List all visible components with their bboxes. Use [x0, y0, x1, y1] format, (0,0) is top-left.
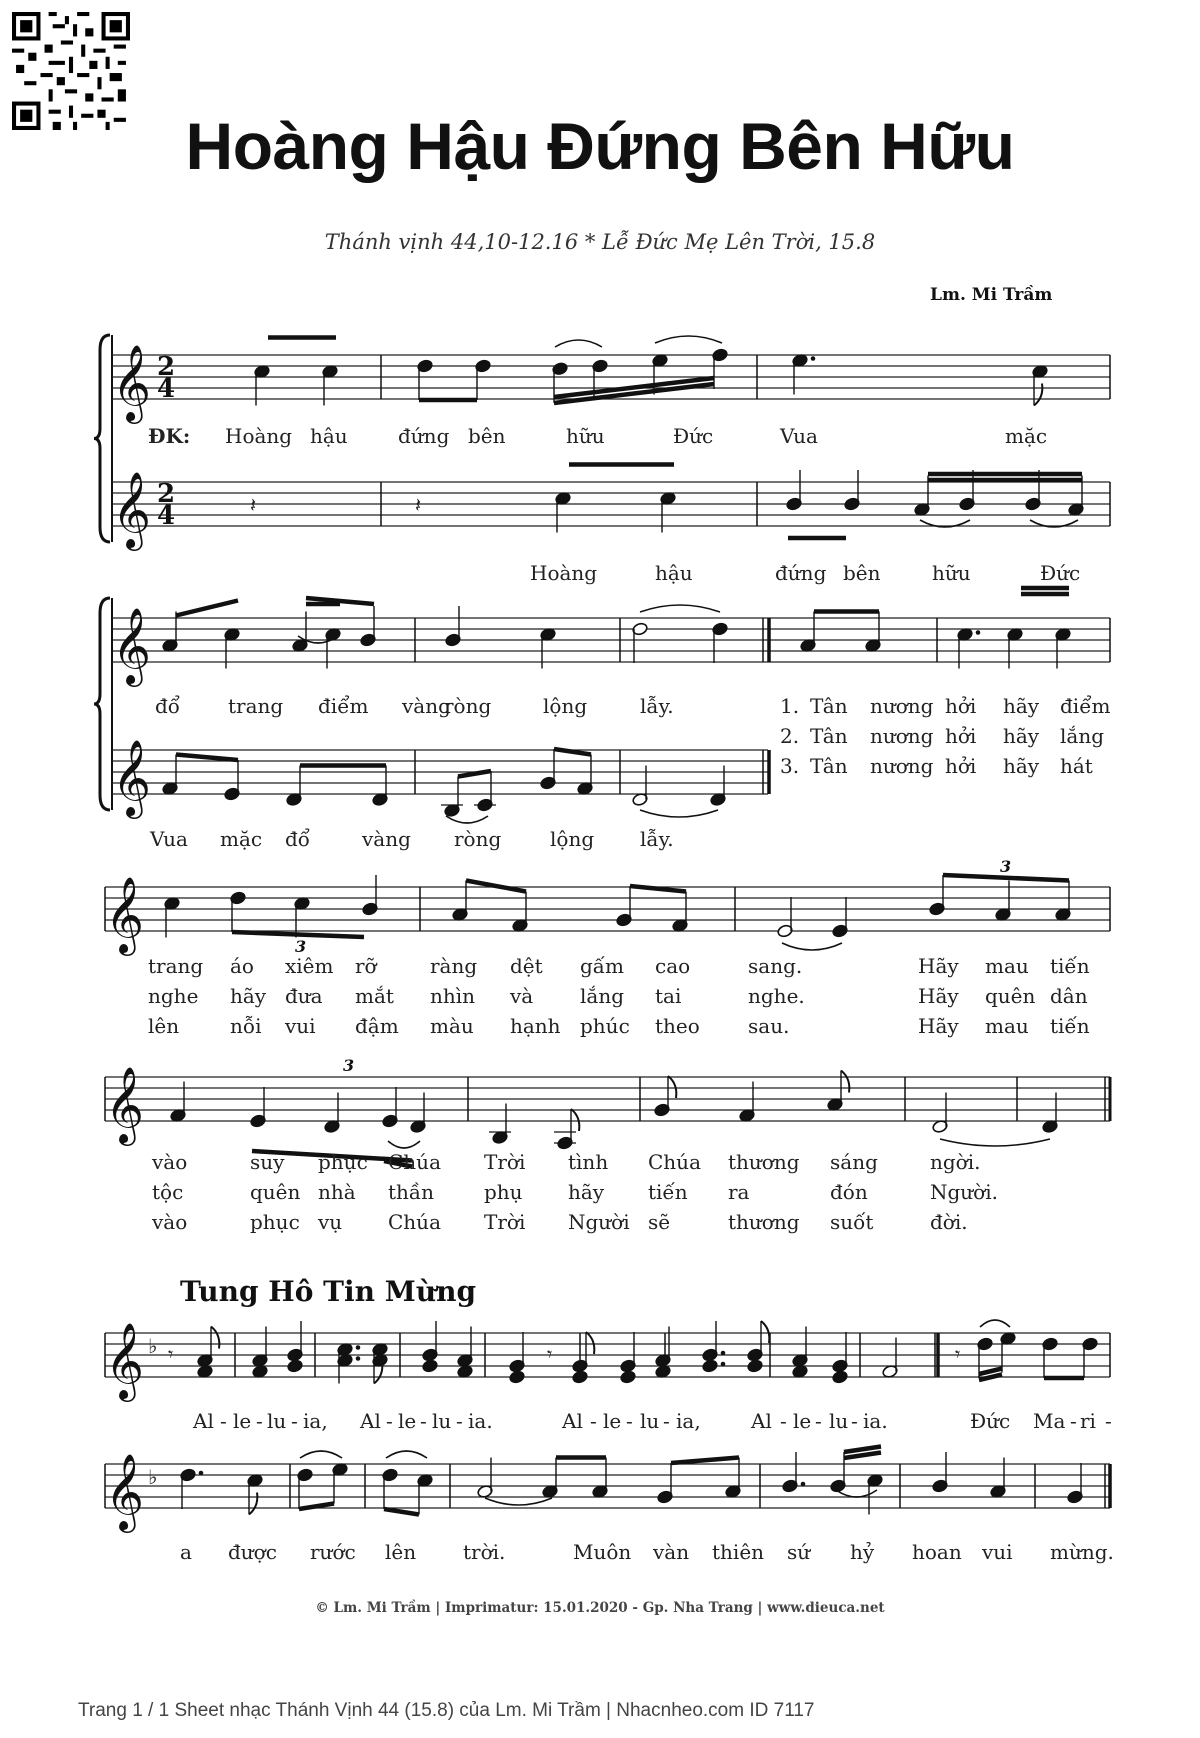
lyric-syllable: dệt	[510, 954, 543, 978]
lyric-syllable: suốt	[830, 1210, 874, 1234]
triplet-marker: 3	[343, 1056, 355, 1075]
lyric-syllable: tộc	[152, 1180, 184, 1204]
lyric-syllable: ngời.	[930, 1150, 981, 1174]
page-footer: Trang 1 / 1 Sheet nhạc Thánh Vịnh 44 (15.8) của Lm. Mi Trầm | Nhacnheo.com ID 7117	[78, 1700, 815, 1721]
lyric-syllable: sáng	[830, 1150, 878, 1174]
lyric-syllable: lên	[385, 1540, 417, 1564]
lyric-syllable: Al	[751, 1409, 772, 1433]
treble-clef: 𝄞	[105, 1066, 145, 1143]
treble-clef: 𝄞	[112, 344, 152, 421]
lyric-syllable: Al	[193, 1409, 214, 1433]
slur	[836, 1490, 877, 1497]
note-flag	[249, 1493, 257, 1515]
lyric-syllable: lẫy.	[640, 827, 674, 851]
lyric-syllable: lên	[148, 1014, 180, 1038]
augmentation-dot	[721, 1362, 726, 1367]
treble-clef: 𝄞	[112, 471, 152, 548]
slur	[446, 816, 488, 823]
lyric-syllable: và	[510, 984, 534, 1008]
lyric-syllable: hãy	[1003, 724, 1040, 748]
slur	[980, 1320, 1010, 1327]
lyric-syllable: hữu	[566, 424, 605, 448]
treble-clef: 𝄞	[112, 607, 152, 684]
lyric-syllable: Chúa	[648, 1150, 701, 1174]
time-signature-bottom: 4	[157, 374, 176, 404]
note-head	[509, 1370, 526, 1384]
lyric-syllable: Muôn	[573, 1540, 632, 1564]
treble-clef: 𝄞	[105, 1322, 145, 1399]
time-signature-top: 2	[157, 479, 176, 509]
slur	[640, 810, 718, 817]
lyric-syllable: -	[456, 1409, 463, 1433]
quarter-rest: 𝄽	[250, 493, 257, 517]
lyric-syllable: Hoàng	[225, 424, 293, 448]
system-brace	[94, 335, 110, 542]
lyric-syllable: -	[256, 1409, 263, 1433]
lyric-syllable: -	[220, 1409, 227, 1433]
lyric-syllable: Hãy	[918, 1014, 959, 1038]
lyric-syllable: -	[386, 1409, 393, 1433]
lyric-syllable: Hoàng	[530, 561, 598, 585]
lyric-syllable: lu	[640, 1409, 660, 1433]
eighth-rest: 𝄾	[955, 1342, 961, 1366]
augmentation-dot	[199, 1471, 204, 1476]
eighth-rest: 𝄾	[168, 1342, 174, 1366]
slur	[555, 340, 602, 347]
lyric-syllable: theo	[655, 1014, 700, 1038]
lyric-syllable: ròng	[454, 827, 502, 851]
song-title: Hoàng Hậu Đứng Bên Hữu	[185, 109, 1015, 183]
note-head	[832, 1370, 849, 1384]
triplet-marker: 3	[295, 937, 307, 956]
slur	[640, 605, 720, 612]
staff-s2-upper	[112, 618, 768, 662]
copyright-note: © Lm. Mi Trầm | Imprimatur: 15.01.2020 - Gp. Nha Trang | www.dieuca.net	[315, 1600, 885, 1616]
lyric-syllable: Trời	[484, 1210, 526, 1234]
lyric-syllable: -	[626, 1409, 633, 1433]
time-signature-top: 2	[157, 352, 176, 382]
lyric-syllable: sang.	[748, 954, 803, 978]
lyric-syllable: đời.	[930, 1210, 968, 1234]
lyric-syllable: nhìn	[430, 984, 476, 1008]
lyric-syllable: vụ	[318, 1210, 343, 1234]
lyric-syllable: hởi	[945, 724, 977, 748]
lyric-syllable: nương	[870, 724, 934, 748]
lyric-syllable: xiêm	[285, 954, 334, 978]
lyric-syllable: lu	[432, 1409, 452, 1433]
lyric-syllable: hát	[1060, 754, 1093, 778]
lyric-syllable: -	[1070, 1409, 1077, 1433]
composer-credit: Lm. Mi Trầm	[930, 285, 1053, 305]
treble-clef: 𝄞	[105, 1453, 145, 1530]
staff-s4	[105, 1077, 1110, 1121]
lyric-syllable: đậm	[355, 1014, 399, 1038]
lyric-syllable: a	[180, 1540, 192, 1564]
augmentation-dot	[356, 1356, 361, 1361]
lyric-syllable: Đức	[970, 1409, 1011, 1433]
lyric-syllable: -	[590, 1409, 597, 1433]
lyric-syllable: phục	[250, 1210, 300, 1234]
lyric-syllable: lẫy.	[640, 694, 674, 718]
key-signature-flat: ♭	[148, 1465, 158, 1489]
lyric-syllable: dân	[1050, 984, 1088, 1008]
lyric-syllable: Đức	[1040, 561, 1081, 585]
lyric-syllable: ròng	[444, 694, 492, 718]
lyric-syllable: mặc	[220, 827, 263, 851]
lyric-syllable: tiến	[1050, 1014, 1090, 1038]
lyric-syllable: gấm	[580, 954, 625, 978]
slur	[388, 1141, 420, 1148]
lyric-syllable: -	[291, 1409, 298, 1433]
lyric-syllable: Tân	[810, 724, 848, 748]
note-flag	[211, 1327, 219, 1349]
treble-clef: 𝄞	[112, 739, 152, 816]
lyric-syllable: le	[398, 1409, 417, 1433]
lyric-syllable: lộng	[550, 827, 595, 851]
note-flag	[761, 1321, 769, 1343]
note-head	[702, 1359, 719, 1373]
lyric-syllable: hởi	[945, 754, 977, 778]
lyric-syllable: Trời	[484, 1150, 526, 1174]
lyric-syllable: vàng	[362, 827, 411, 851]
slur	[782, 943, 842, 950]
lyric-syllable: vàn	[653, 1540, 690, 1564]
beam	[384, 1509, 419, 1515]
lyric-syllable: hãy	[568, 1180, 605, 1204]
beam	[176, 601, 238, 616]
song-subtitle: Thánh vịnh 44,10-12.16 * Lễ Đức Mẹ Lên Trời, 15.8	[324, 230, 876, 254]
lyric-syllable: màu	[430, 1014, 474, 1038]
augmentation-dot	[356, 1345, 361, 1350]
lyric-syllable: mau	[985, 1014, 1029, 1038]
lyric-syllable: Hãy	[918, 954, 959, 978]
lyric-syllable: lu	[267, 1409, 287, 1433]
lyric-syllable: áo	[230, 954, 254, 978]
lyric-syllable: ia.	[863, 1409, 888, 1433]
lyric-syllable: -	[420, 1409, 427, 1433]
lyric-syllable: sẽ	[648, 1210, 671, 1234]
lyric-syllable: Đức	[673, 424, 714, 448]
augmentation-dot	[801, 1482, 806, 1487]
slur	[386, 1451, 427, 1458]
lyric-syllable: trang	[148, 954, 204, 978]
note-head	[747, 1359, 764, 1373]
slur	[940, 1139, 1050, 1146]
lyric-syllable: suy	[250, 1150, 285, 1174]
augmentation-dot	[721, 1351, 726, 1356]
lyric-syllable: đổ	[285, 827, 311, 851]
lyric-syllable: ri	[1080, 1409, 1096, 1433]
lyric-syllable: Al	[562, 1409, 583, 1433]
lyric-syllable: trang	[228, 694, 284, 718]
lyric-syllable: mừng.	[1050, 1540, 1114, 1564]
lyric-syllable: Ma	[1033, 1409, 1066, 1433]
lyric-syllable: nghe	[148, 984, 199, 1008]
lyric-syllable: Tân	[810, 754, 848, 778]
lyric-syllable: hãy	[1003, 754, 1040, 778]
lyric-syllable: tình	[568, 1150, 609, 1174]
lyric-syllable: ra	[728, 1180, 750, 1204]
note-head	[572, 1370, 589, 1384]
note-flag	[668, 1076, 676, 1098]
lyric-syllable: ia.	[468, 1409, 493, 1433]
lyric-syllable: hoan	[912, 1540, 962, 1564]
lyric-syllable: đón	[830, 1180, 868, 1204]
lyric-syllable: bên	[843, 561, 881, 585]
lyric-syllable: bên	[468, 424, 506, 448]
lyric-syllable: nương	[870, 754, 934, 778]
lyric-syllable: Tân	[810, 694, 848, 718]
lyric-syllable: 1.	[780, 694, 800, 718]
quarter-rest: 𝄽	[415, 493, 422, 517]
lyric-syllable: tiến	[1050, 954, 1090, 978]
augmentation-dot	[976, 630, 981, 635]
lyric-syllable: quên	[250, 1180, 301, 1204]
note-flag	[571, 1109, 579, 1131]
lyric-syllable: phụ	[484, 1180, 523, 1204]
slur	[655, 336, 722, 343]
lyric-syllable: le	[603, 1409, 622, 1433]
lyric-syllable: 3.	[780, 754, 800, 778]
lyric-syllable: Chúa	[388, 1210, 441, 1234]
lyric-syllable: ia,	[303, 1409, 328, 1433]
triplet-marker: 3	[1000, 857, 1012, 876]
time-signature-bottom: 4	[157, 501, 176, 531]
lyric-syllable: le	[793, 1409, 812, 1433]
lyric-syllable: Người.	[930, 1180, 998, 1204]
lyric-syllable: Hãy	[918, 984, 959, 1008]
lyric-syllable: ia,	[676, 1409, 701, 1433]
lyric-syllable: điểm	[1060, 694, 1111, 718]
lyric-syllable: hởi	[945, 694, 977, 718]
lyric-syllable: thiên	[712, 1540, 765, 1564]
refrain-label: ĐK:	[148, 424, 191, 448]
lyric-syllable: le	[233, 1409, 252, 1433]
lyric-syllable: rỡ	[355, 954, 377, 978]
lyric-syllable: mau	[985, 954, 1029, 978]
staff-s3	[105, 887, 1110, 931]
lyric-syllable: vui	[982, 1540, 1013, 1564]
lyric-syllable: vào	[152, 1210, 188, 1234]
lyric-syllable: lu	[829, 1409, 849, 1433]
lyric-syllable: lộng	[543, 694, 588, 718]
lyric-syllable: tiến	[648, 1180, 688, 1204]
system-brace	[94, 598, 110, 810]
lyric-syllable: trời.	[463, 1540, 506, 1564]
lyric-syllable: đổ	[155, 694, 181, 718]
lyric-syllable: mắt	[355, 984, 394, 1008]
slur	[300, 1451, 342, 1458]
lyric-syllable: quên	[985, 984, 1036, 1008]
lyric-syllable: -	[1105, 1409, 1112, 1433]
lyric-syllable: phục	[318, 1150, 368, 1174]
lyric-syllable: tai	[655, 984, 682, 1008]
lyric-syllable: Vua	[150, 827, 188, 851]
note-flag	[841, 1071, 849, 1093]
beam	[176, 755, 238, 761]
lyric-syllable: hạnh	[510, 1014, 561, 1038]
lyric-syllable: mặc	[1005, 424, 1048, 448]
lyric-syllable: 2.	[780, 724, 800, 748]
lyric-syllable: nhà	[318, 1180, 356, 1204]
lyric-syllable: vàng	[402, 694, 451, 718]
lyric-syllable: -	[663, 1409, 670, 1433]
treble-clef: 𝄞	[105, 876, 145, 953]
note-head	[287, 1359, 304, 1373]
lyric-syllable: sứ	[787, 1540, 811, 1564]
lyric-syllable: rước	[310, 1540, 356, 1564]
lyric-syllable: đưa	[285, 984, 323, 1008]
lyric-syllable: đứng	[398, 424, 450, 448]
eighth-rest: 𝄾	[547, 1342, 553, 1366]
lyric-syllable: hữu	[932, 561, 971, 585]
lyric-syllable: hậu	[655, 561, 693, 585]
lyric-syllable: thần	[388, 1180, 435, 1204]
note-flag	[586, 1332, 594, 1354]
lyric-syllable: -	[815, 1409, 822, 1433]
lyric-syllable: thương	[728, 1210, 800, 1234]
lyric-syllable: -	[851, 1409, 858, 1433]
augmentation-dot	[811, 356, 816, 361]
lyric-syllable: vui	[285, 1014, 316, 1038]
lyric-syllable: hãy	[230, 984, 267, 1008]
lyric-syllable: nương	[870, 694, 934, 718]
lyric-syllable: lắng	[580, 984, 625, 1008]
lyric-syllable: -	[780, 1409, 787, 1433]
lyric-syllable: cao	[655, 954, 691, 978]
note-head	[620, 1370, 637, 1384]
lyric-syllable: đứng	[775, 561, 827, 585]
lyric-syllable: Al	[360, 1409, 381, 1433]
lyric-syllable: Chúa	[388, 1150, 441, 1174]
lyric-syllable: phúc	[580, 1014, 630, 1038]
lyric-syllable: nghe.	[748, 984, 805, 1008]
lyric-syllable: điểm	[318, 694, 369, 718]
lyric-syllable: sau.	[748, 1014, 790, 1038]
lyric-syllable: thương	[728, 1150, 800, 1174]
lyric-syllable: Người	[568, 1210, 630, 1234]
lyric-syllable: vào	[152, 1150, 188, 1174]
lyric-syllable: ràng	[430, 954, 478, 978]
key-signature-flat: ♭	[148, 1334, 158, 1358]
section-title: Tung Hô Tin Mừng	[180, 1275, 477, 1308]
lyric-syllable: Vua	[780, 424, 818, 448]
note-head	[422, 1359, 439, 1373]
slur	[485, 1498, 552, 1505]
note-flag	[1034, 384, 1042, 406]
beam	[671, 1458, 739, 1464]
lyric-syllable: hỷ	[850, 1540, 875, 1564]
lyric-syllable: hãy	[1003, 694, 1040, 718]
lyric-syllable: được	[228, 1540, 277, 1564]
lyric-syllable: nỗi	[230, 1014, 262, 1038]
beam	[466, 881, 526, 892]
lyric-syllable: hậu	[310, 424, 348, 448]
lyric-syllable: lắng	[1060, 724, 1105, 748]
